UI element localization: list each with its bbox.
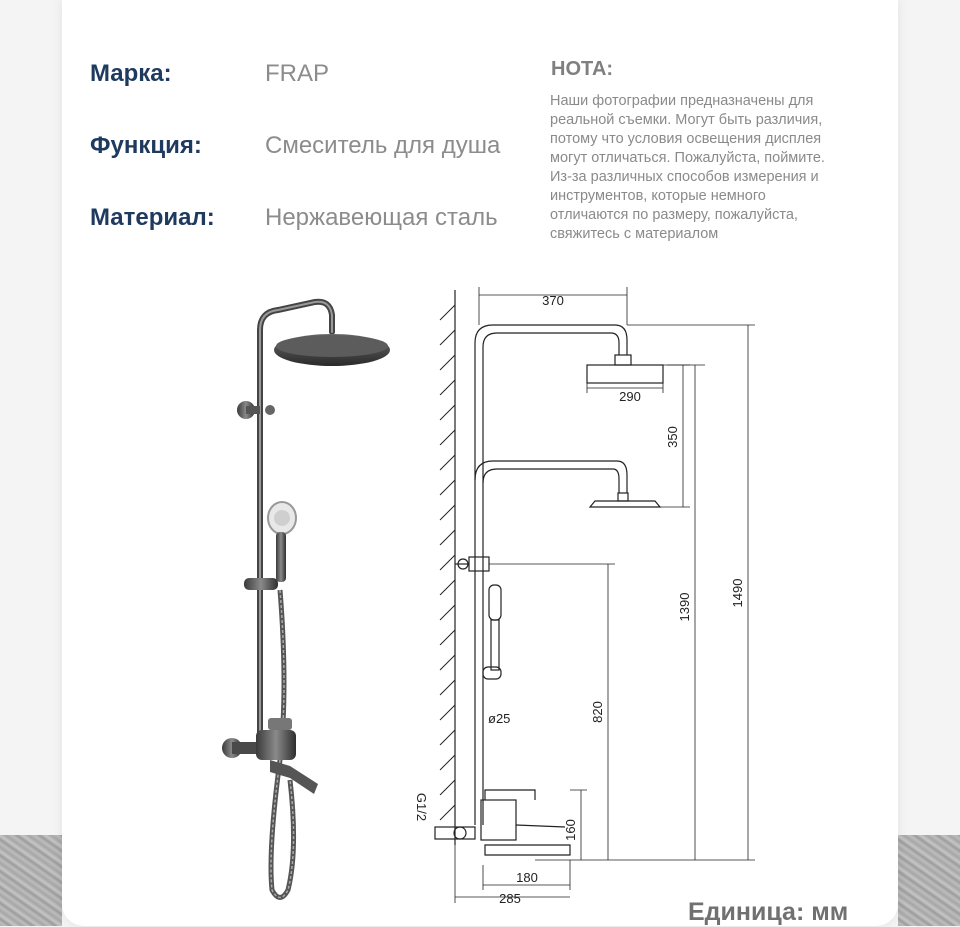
note-line: отличаются по размеру, пожалуйста, <box>550 207 798 223</box>
dim-pipe-diameter: ø25 <box>488 711 511 726</box>
unit-label: Единица: мм <box>688 898 849 926</box>
dim-depth: 285 <box>499 891 521 906</box>
dim-thread: G1/2 <box>414 792 429 822</box>
dim-total-height-b: 1490 <box>730 578 745 608</box>
note-title: НОТА: <box>551 58 614 80</box>
note-line: инструментов, которые немного <box>550 188 766 204</box>
spec-label-brand: Марка: <box>90 60 172 87</box>
mixer-body <box>256 730 296 760</box>
note-line: Наши фотографии предназначены для <box>550 93 814 109</box>
note-line: реальной съемки. Могут быть различия, <box>550 112 823 128</box>
dimension-lines <box>455 287 755 903</box>
stone-texture-right <box>898 835 960 926</box>
stone-texture-left <box>0 835 62 926</box>
dim-total-height-a: 1390 <box>677 592 692 622</box>
spec-value-brand: FRAP <box>265 60 330 87</box>
note-line: могут отличаться. Пожалуйста, поймите. <box>550 150 825 166</box>
dim-spout-reach: 180 <box>516 870 538 885</box>
spec-label-material: Материал: <box>90 204 215 231</box>
dim-spout-height: 160 <box>563 819 578 841</box>
technical-drawing <box>405 285 775 910</box>
spec-value-function: Смеситель для душа <box>265 132 501 159</box>
note-line: потому что условия освещения дисплея <box>550 131 822 147</box>
spec-label-function: Функция: <box>90 132 202 159</box>
dim-head-offset: 350 <box>665 426 680 448</box>
dim-mixer-height: 820 <box>590 701 605 723</box>
note-line: Из-за различных способов измерения и <box>550 169 819 185</box>
wall-hatching <box>440 305 455 820</box>
spec-value-material: Нержавеющая сталь <box>265 204 498 231</box>
note-line: свяжитесь с материалом <box>550 226 719 242</box>
dim-arm-length: 370 <box>542 293 564 308</box>
shower-system-photo <box>210 290 410 915</box>
dim-head-small: 290 <box>619 389 641 404</box>
note-text <box>550 92 886 244</box>
